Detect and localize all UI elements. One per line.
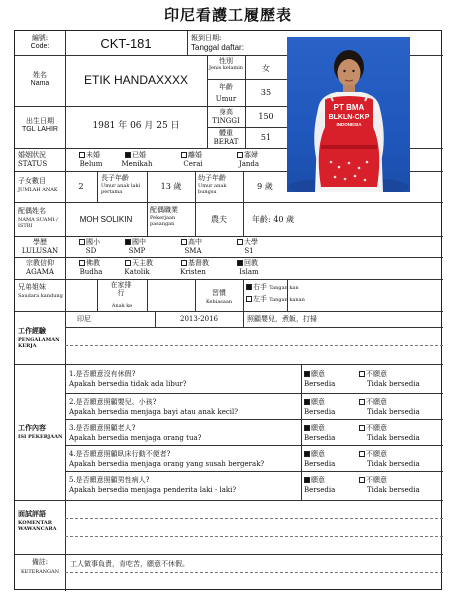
arrival-label-zh: 報到日期:: [191, 34, 222, 42]
shirt-text-line3: INDONESIA: [336, 122, 362, 127]
question-zh: 3.是否願意照顧老人?: [69, 424, 136, 432]
marital-option-id: Janda: [238, 160, 260, 168]
checkbox-no[interactable]: [359, 371, 365, 377]
height-label-id: TINGGI: [212, 117, 240, 125]
col-divider: [65, 364, 66, 500]
answer-no[interactable]: [359, 370, 387, 378]
marital-option[interactable]: [125, 151, 146, 159]
marital-option-zh: 未婚: [86, 151, 100, 159]
row-divider: [65, 393, 443, 394]
row-divider: [65, 471, 443, 472]
applicant-photo: [287, 37, 410, 192]
name-label-zh: 姓名: [33, 71, 47, 79]
education-option[interactable]: [181, 238, 202, 246]
checkbox-left-hand[interactable]: [246, 296, 252, 302]
education-option-zh: 國小: [86, 238, 100, 246]
answer-yes[interactable]: [304, 476, 325, 484]
dashed-line: [65, 572, 443, 573]
answer-no[interactable]: [359, 398, 387, 406]
question-id: Apakah bersedia tidak ada libur?: [69, 380, 187, 388]
code-value: CKT-181: [100, 36, 152, 51]
col-divider: [195, 171, 196, 202]
left-hand-id: Tangan kanan: [269, 297, 305, 303]
arrival-label-id: Tanggal daftar:: [191, 43, 244, 52]
row-divider: [207, 79, 287, 80]
spouse-job-label-zh: 配偶職業: [150, 206, 178, 214]
spouse-job-value: 農夫: [211, 215, 227, 224]
children-value: 2: [78, 182, 84, 191]
row-divider: [207, 127, 287, 128]
religion-option-zh: 佛教: [86, 259, 100, 267]
youngest-value: 9 歲: [257, 182, 273, 191]
answer-yes-zh: 願意: [311, 370, 325, 378]
row-divider: [15, 311, 443, 312]
marital-label-zh: 婚姻狀況: [18, 151, 46, 159]
marital-option-id: Cerai: [183, 160, 203, 168]
row-divider: [15, 500, 443, 501]
checkbox-yes[interactable]: [304, 425, 310, 431]
col-divider: [65, 500, 66, 591]
religion-option-zh: 基督教: [188, 259, 209, 267]
answer-yes-id: Bersedia: [304, 460, 336, 468]
answer-no-zh: 不願意: [366, 424, 387, 432]
question-zh: 2.是否願意照顧嬰兒、小孩?: [69, 398, 157, 406]
col-divider: [243, 311, 244, 327]
row-divider: [15, 202, 443, 203]
answer-yes-id: Bersedia: [304, 408, 336, 416]
age-label-zh: 年齡: [219, 83, 233, 91]
marital-option[interactable]: [181, 151, 202, 159]
answer-no[interactable]: [359, 476, 387, 484]
answer-no-id: Tidak bersedia: [367, 380, 420, 388]
marital-option-id: Belum: [79, 160, 103, 168]
education-option-id: SMP: [128, 247, 146, 255]
row-divider: [15, 236, 443, 237]
checkbox-education-0[interactable]: [79, 239, 85, 245]
checkbox-yes[interactable]: [304, 399, 310, 405]
checkbox-no[interactable]: [359, 425, 365, 431]
name-value: ETIK HANDAXXXX: [83, 73, 189, 87]
weight-value: 51: [260, 133, 272, 142]
education-label-zh: 學歷: [33, 238, 47, 246]
col-divider: [65, 148, 66, 171]
question-id: Apakah bersedia menjaga penderita laki - laki?: [69, 486, 237, 494]
religion-option-zh: 天主教: [132, 259, 153, 267]
code-label-id: Code:: [30, 43, 50, 50]
question-zh: 1.是否願意沒有休假?: [69, 370, 136, 378]
answer-yes-zh: 願意: [311, 476, 325, 484]
eldest-value: 13 歲: [160, 182, 182, 191]
spouse-job-label-id: Pekerjaan pasangan: [150, 215, 176, 227]
left-hand-option[interactable]: [246, 295, 305, 303]
shirt-text-line1: PT BMA: [333, 103, 365, 112]
answer-no-zh: 不願意: [366, 476, 387, 484]
interview-label-zh: 面試評語: [18, 509, 46, 518]
spouse-label-id: NAMA SUAMI / ISTRI: [18, 217, 58, 229]
row-divider: [15, 279, 443, 280]
religion-option[interactable]: [125, 259, 153, 267]
remarks-label-id: KETERANGAN: [20, 569, 60, 575]
checkbox-marital-1[interactable]: [125, 152, 131, 158]
religion-option-id: Katolik: [124, 268, 150, 276]
gender-label-id: Jenis kelamin: [208, 65, 244, 71]
rank-label-zh: 在家排行: [110, 281, 132, 297]
answer-no[interactable]: [359, 450, 387, 458]
checkbox-yes[interactable]: [304, 371, 310, 377]
experience-label-zh: 工作經驗: [18, 326, 46, 335]
weight-label-zh: 體重: [219, 129, 233, 137]
siblings-label-zh: 兄弟姐妹: [18, 283, 46, 291]
answer-yes-id: Bersedia: [304, 380, 336, 388]
answer-no-id: Tidak bersedia: [367, 460, 420, 468]
checkbox-yes[interactable]: [304, 451, 310, 457]
religion-option[interactable]: [237, 259, 258, 267]
marital-option[interactable]: [237, 151, 258, 159]
religion-option-id: Kristen: [180, 268, 206, 276]
answer-yes-zh: 願意: [311, 398, 325, 406]
experience-label-id: PENGALAMAN KERJA: [18, 337, 60, 349]
answer-yes-zh: 願意: [311, 450, 325, 458]
col-divider: [301, 364, 302, 500]
row-divider: [15, 257, 443, 258]
habit-label-zh: 習慣: [212, 289, 226, 297]
spouse-name-value: MOH SOLIKIN: [79, 215, 133, 224]
col-divider: [65, 311, 66, 364]
col-divider: [147, 279, 148, 311]
checkbox-religion-1[interactable]: [125, 260, 131, 266]
birth-value: 1981 年 06 月 25 日: [92, 121, 180, 131]
marital-option[interactable]: [79, 151, 100, 159]
right-hand-option[interactable]: [246, 283, 299, 291]
row-divider: [15, 554, 443, 555]
shirt-text-line2: BLKLN-CKP: [328, 114, 370, 121]
checkbox-education-2[interactable]: [181, 239, 187, 245]
checkbox-no[interactable]: [359, 477, 365, 483]
religion-option-id: Budha: [79, 268, 103, 276]
children-label-id: JUMLAH ANAK: [18, 187, 58, 193]
checkbox-yes[interactable]: [304, 477, 310, 483]
answer-yes-zh: 願意: [311, 424, 325, 432]
applicant-photo-figure: [287, 37, 410, 192]
birth-label-zh: 出生日期: [26, 117, 54, 125]
religion-option[interactable]: [181, 259, 209, 267]
answer-no-id: Tidak bersedia: [367, 434, 420, 442]
age-value: 35: [260, 88, 272, 97]
row-divider: [207, 106, 287, 107]
spouse-age: 年齡: 40 歲: [252, 215, 294, 224]
willingness-label-zh: 工作內容: [18, 423, 46, 432]
education-option-zh: 高中: [188, 238, 202, 246]
col-divider: [147, 202, 148, 236]
gender-label-zh: 性別: [219, 57, 233, 65]
answer-yes-id: Bersedia: [304, 486, 336, 494]
col-divider: [97, 171, 98, 202]
question-id: Apakah bersedia menjaga bayi atau anak kecil?: [69, 408, 239, 416]
answer-yes-id: Bersedia: [304, 434, 336, 442]
education-option[interactable]: [79, 238, 100, 246]
eldest-label-id: Umur anak laki pertama: [101, 183, 141, 195]
remarks-value: 工人做事負責，肯吃苦，願意不休假。: [70, 560, 189, 568]
education-option[interactable]: [125, 238, 146, 246]
dashed-line: [65, 518, 443, 519]
question-id: Apakah bersedia menjaga orang yang susah bergerak?: [69, 460, 265, 468]
checkbox-marital-2[interactable]: [181, 152, 187, 158]
row-divider: [65, 445, 443, 446]
row-divider: [15, 364, 443, 365]
religion-option-zh: 回教: [244, 259, 258, 267]
children-label-zh: 子女數目: [18, 177, 46, 185]
youngest-label-id: Umur anak bungsu: [198, 183, 227, 195]
col-divider: [65, 279, 66, 311]
rank-label-id: Anak ke: [111, 303, 133, 309]
marital-option-zh: 離婚: [188, 151, 202, 159]
education-option[interactable]: [237, 238, 258, 246]
education-option-zh: 國中: [132, 238, 146, 246]
answer-yes[interactable]: [304, 450, 325, 458]
gender-value: 女: [262, 64, 270, 73]
code-label-zh: 編號:: [31, 34, 49, 42]
marital-option-zh: 寡婦: [244, 151, 258, 159]
birth-label-id: TGL LAHIR: [22, 126, 58, 133]
checkbox-religion-3[interactable]: [237, 260, 243, 266]
col-divider: [65, 236, 66, 279]
eldest-label-zh: 長子年齡: [101, 174, 129, 182]
question-id: Apakah bersedia menjaga orang tua?: [69, 434, 202, 442]
siblings-label-id: Saudara kandung: [18, 293, 63, 299]
checkbox-right-hand[interactable]: [246, 284, 252, 290]
height-value: 150: [258, 112, 274, 121]
spouse-label-zh: 配偶姓名: [18, 207, 46, 215]
habit-label-id: Kebiasaan: [205, 299, 233, 305]
answer-no-id: Tidak bersedia: [367, 486, 420, 494]
checkbox-marital-3[interactable]: [237, 152, 243, 158]
answer-no-zh: 不願意: [366, 370, 387, 378]
answer-yes[interactable]: [304, 424, 325, 432]
marital-option-id: Menikah: [121, 160, 153, 168]
checkbox-no[interactable]: [359, 399, 365, 405]
answer-no-zh: 不願意: [366, 398, 387, 406]
education-option-zh: 大學: [244, 238, 258, 246]
education-option-id: SD: [85, 247, 97, 255]
willingness-label-id: ISI PEKERJAAN: [18, 434, 63, 440]
answer-yes[interactable]: [304, 370, 325, 378]
religion-option-id: Islam: [239, 268, 259, 276]
answer-no[interactable]: [359, 424, 387, 432]
checkbox-religion-0[interactable]: [79, 260, 85, 266]
education-option-id: SMA: [184, 247, 202, 255]
row-divider: [65, 327, 443, 328]
youngest-label-zh: 幼子年齡: [198, 174, 226, 182]
checkbox-education-3[interactable]: [237, 239, 243, 245]
question-zh: 5.是否願意照顧男性病人?: [69, 476, 150, 484]
education-label-id: LULUSAN: [21, 247, 59, 255]
interview-label-id: KOMENTAR WAWANCARA: [18, 520, 57, 532]
religion-label-zh: 宗教信仰: [26, 259, 54, 267]
question-zh: 4.是否願意照顧臥床行動不便者?: [69, 450, 171, 458]
answer-no-zh: 不願意: [366, 450, 387, 458]
right-hand-id: Tangan kan: [269, 285, 299, 291]
checkbox-religion-2[interactable]: [181, 260, 187, 266]
right-hand-zh: 右手: [253, 283, 267, 291]
marital-option-zh: 已婚: [132, 151, 146, 159]
checkbox-no[interactable]: [359, 451, 365, 457]
answer-yes[interactable]: [304, 398, 325, 406]
experience-duties: 照顧嬰兒，煮飯，打掃: [247, 315, 317, 323]
dashed-line: [65, 536, 443, 537]
age-label-id: Umur: [215, 95, 237, 103]
experience-country: 印尼: [77, 315, 91, 323]
left-hand-zh: 左手: [253, 295, 267, 303]
col-divider: [187, 31, 188, 55]
experience-period: 2013-2016: [180, 315, 218, 323]
weight-label-id: BERAT: [213, 138, 239, 146]
answer-no-id: Tidak bersedia: [367, 408, 420, 416]
name-label-id: Nama: [30, 80, 50, 87]
row-divider: [65, 419, 443, 420]
height-label-zh: 身高: [219, 108, 233, 116]
religion-label-id: AGAMA: [26, 268, 54, 276]
checkbox-marital-0[interactable]: [79, 152, 85, 158]
education-option-id: S1: [244, 247, 254, 255]
marital-label-id: STATUS: [18, 160, 48, 168]
religion-option[interactable]: [79, 259, 100, 267]
col-divider: [243, 279, 244, 311]
checkbox-education-1[interactable]: [125, 239, 131, 245]
dashed-line: [65, 345, 443, 346]
remarks-label-zh: 備註:: [31, 558, 49, 566]
page-title: 印尼看護工履歷表: [163, 6, 292, 24]
